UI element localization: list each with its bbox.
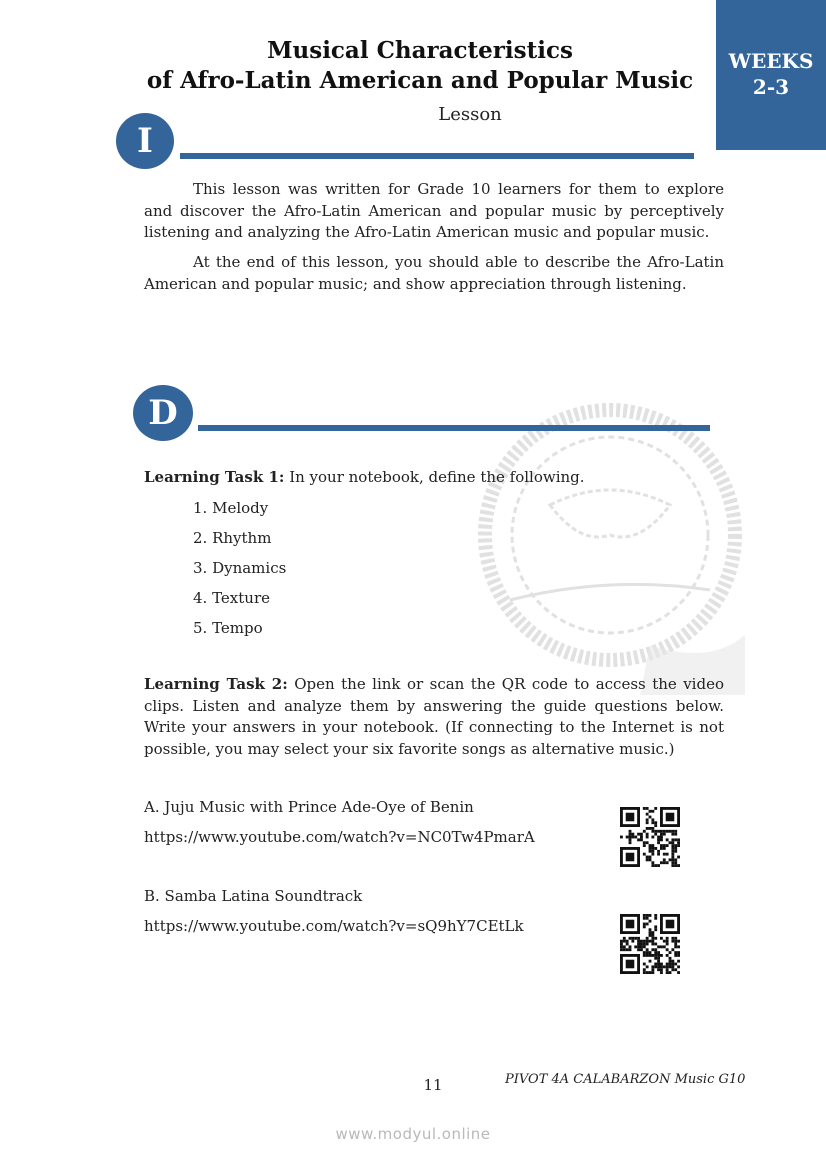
list-item: 4. Texture [193, 589, 270, 607]
school-seal-watermark [470, 385, 750, 695]
learning-task-2 [144, 674, 724, 760]
video-b-title: B. Samba Latina Soundtrack [144, 887, 363, 905]
page-subtitle: Lesson [438, 104, 502, 125]
task-2-text: Open the link or scan the QR code to access the video clips. Listen and analyze them by answering the guide questions below. Write your answers in your notebook. (If connecting to the Internet is not possible, you may select your six favorite songs as alternative music.) [144, 675, 724, 758]
video-a-title: A. Juju Music with Prince Ade-Oye of Benin [144, 798, 474, 816]
page-title [120, 36, 720, 96]
section-i-divider [180, 153, 694, 159]
task-2-label: Learning Task 2: [144, 675, 288, 693]
video-b-link[interactable]: https://www.youtube.com/watch?v=sQ9hY7CEtLk [144, 917, 524, 935]
weeks-label: WEEKS [728, 49, 814, 73]
site-watermark: www.modyul.online [335, 1125, 491, 1143]
list-item: 3. Dynamics [193, 559, 287, 577]
qr-code-a[interactable] [620, 807, 680, 867]
weeks-badge [716, 0, 826, 150]
task-1-text: In your notebook, define the following. [284, 468, 585, 486]
weeks-range: 2-3 [752, 75, 790, 99]
publication-footer: PIVOT 4A CALABARZON Music G10 [505, 1072, 746, 1087]
section-d-divider [198, 425, 710, 431]
list-item: 2. Rhythm [193, 529, 272, 547]
list-item: 1. Melody [193, 499, 269, 517]
term-list [193, 498, 286, 648]
title-line-2: of Afro-Latin American and Popular Music [146, 67, 694, 94]
qr-code-b[interactable] [620, 914, 680, 974]
intro-paragraph: This lesson was written for Grade 10 learners for them to explore and discover the Afro-Latin American and popular music by perceptively listening and analyzing the Afro-Latin American music and popular music. [144, 180, 724, 241]
title-line-1: Musical Characteristics [267, 37, 573, 64]
task-1-label: Learning Task 1: [144, 468, 285, 486]
objective-paragraph: At the end of this lesson, you should able to describe the Afro-Latin American and popular music; and show appreciation through listening. [144, 253, 724, 293]
page-number: 11 [423, 1076, 443, 1094]
list-item: 5. Tempo [193, 619, 263, 637]
section-d-badge: D [133, 385, 193, 441]
section-i-badge: I [116, 113, 174, 169]
video-a-link[interactable]: https://www.youtube.com/watch?v=NC0Tw4PmarA [144, 828, 535, 846]
learning-task-1 [144, 467, 724, 489]
